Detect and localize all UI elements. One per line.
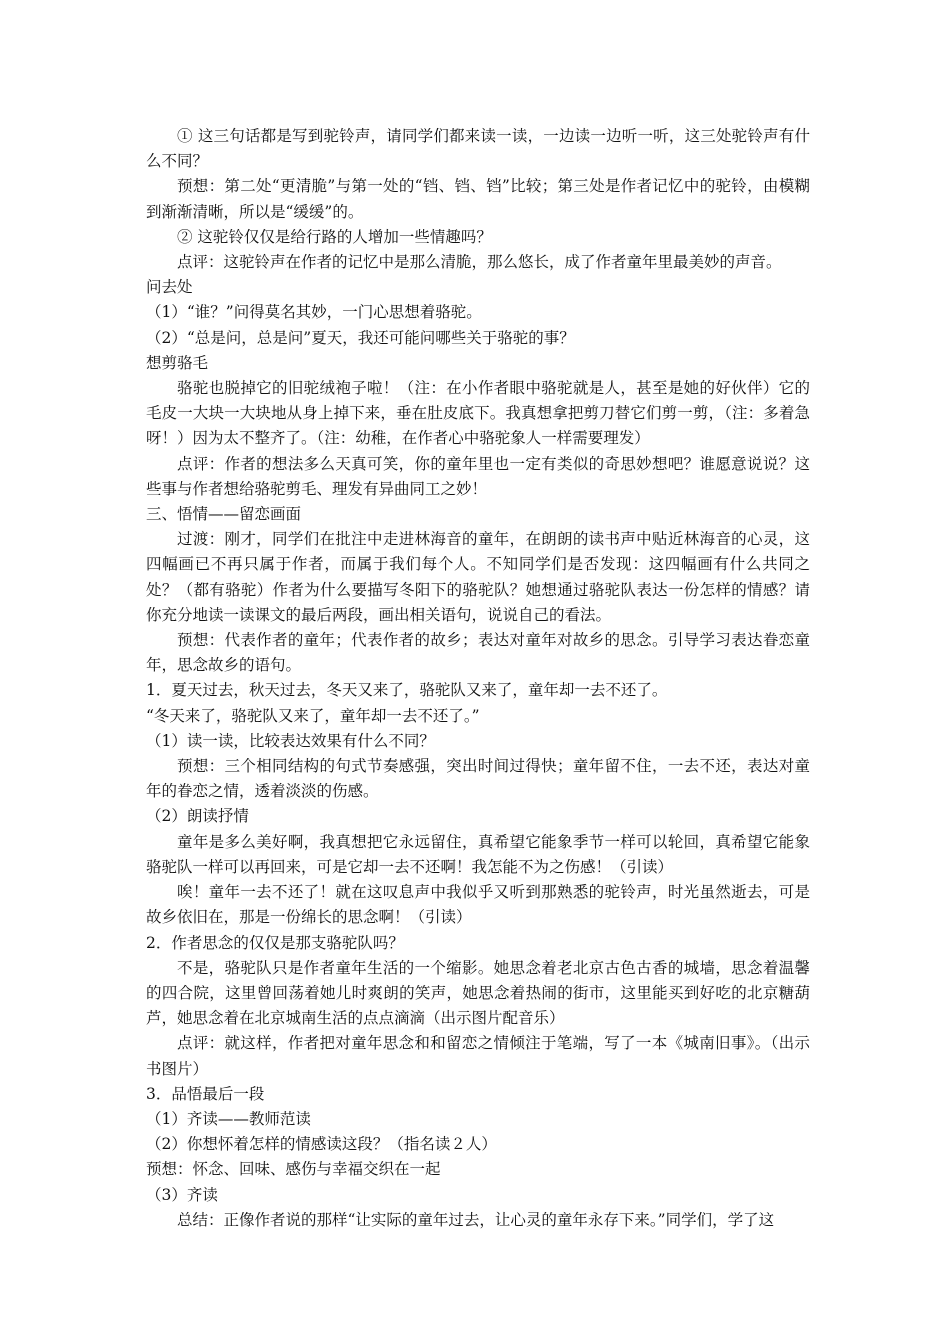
paragraph: 唉！童年一去不还了！就在这叹息声中我似乎又听到那熟悉的驼铃声，时光虽然逝去，可是故乡依旧在，那是一份绵长的思念啊！（引读） — [146, 883, 810, 927]
list-item: 1．夏天过去，秋天过去，冬天又来了，骆驼队又来了，童年却一去不还了。 — [146, 681, 668, 700]
list-item: （2）“总是问，总是问”夏天，我还可能问哪些关于骆驼的事？ — [146, 328, 575, 347]
list-item: （3）齐读 — [146, 1185, 218, 1204]
section-heading: 问去处 — [146, 278, 193, 297]
list-item: 2．作者思念的仅仅是那支骆驼队吗？ — [146, 933, 404, 952]
paragraph: ② 这驼铃仅仅是给行路的人增加一些情趣吗？ — [177, 227, 492, 246]
paragraph: 过渡：刚才，同学们在批注中走进林海音的童年，在朗朗的读书声中贴近林海音的心灵，这四幅画已不再只属于作者，而属于我们每个人。不知同学们是否发现：这四幅画有什么共同之处？（都有骆驼）作者为什么要描写冬阳下的骆驼队？她想通过骆驼队表达一份怎样的情感？请你充分地读一读课文的最后两段，画出相关语句，说说自己的看法。 — [146, 530, 810, 624]
document-page — [146, 124, 810, 1233]
quote-line: “冬天来了，骆驼队又来了，童年却一去不还了。” — [146, 706, 480, 725]
list-item: （2）朗读抒情 — [146, 807, 249, 826]
list-item: （1）“谁？”问得莫名其妙，一门心思想着骆驼。 — [146, 303, 482, 322]
paragraph: 点评：就这样，作者把对童年思念和和留恋之情倾注于笔端，写了一本《城南旧事》。（出示书图片） — [146, 1034, 810, 1078]
paragraph: 童年是多么美好啊，我真想把它永远留住，真希望它能象季节一样可以轮回，真希望它能象骆驼队一样可以再回来，可是它却一去不还啊！我怎能不为之伤感！（引读） — [146, 832, 810, 876]
list-item: 3．品悟最后一段 — [146, 1084, 265, 1103]
paragraph: 骆驼也脱掉它的旧驼绒袍子啦！（注：在小作者眼中骆驼就是人，甚至是她的好伙伴）它的毛皮一大块一大块地从身上掉下来，垂在肚皮底下。我真想拿把剪刀替它们剪一剪，（注：多着急呀！）因为太不整齐了。（注：幼稚，在作者心中骆驼象人一样需要理发） — [146, 379, 810, 448]
paragraph: 点评：作者的想法多么天真可笑，你的童年里也一定有类似的奇思妙想吧？谁愿意说说？这些事与作者想给骆驼剪毛、理发有异曲同工之妙！ — [146, 454, 810, 498]
paragraph: 预想：三个相同结构的句式节奏感强，突出时间过得快；童年留不住，一去不还，表达对童年的眷恋之情，透着淡淡的伤感。 — [146, 757, 810, 801]
paragraph: 不是，骆驼队只是作者童年生活的一个缩影。她思念着老北京古色古香的城墙，思念着温馨的四合院，这里曾回荡着她儿时爽朗的笑声，她思念着热闹的街市，这里能买到好吃的北京糖葫芦，她思念着在北京城南生活的点点滴滴（出示图片配音乐） — [146, 958, 810, 1028]
section-heading: 三、悟情——留恋画面 — [146, 505, 302, 524]
paragraph: 点评：这驼铃声在作者的记忆中是那么清脆，那么悠长，成了作者童年里最美妙的声音。 — [177, 253, 782, 272]
paragraph: ① 这三句话都是写到驼铃声，请同学们都来读一读，一边读一边听一听，这三处驼铃声有什么不同？ — [146, 127, 810, 171]
paragraph: 预想：第二处“更清脆”与第一处的“铛、铛、铛”比较；第三处是作者记忆中的驼铃，由模糊到渐渐清晰，所以是“缓缓”的。 — [146, 177, 810, 221]
list-item: （2）你想怀着怎样的情感读这段？（指名读２人） — [146, 1135, 497, 1154]
section-heading: 想剪骆毛 — [146, 353, 209, 372]
paragraph: 预想：代表作者的童年；代表作者的故乡；表达对童年对故乡的思念。引导学习表达眷恋童年，思念故乡的语句。 — [146, 631, 810, 675]
list-item: 预想：怀念、回味、感伤与幸福交织在一起 — [146, 1160, 441, 1179]
list-item: （1）齐读——教师范读 — [146, 1109, 311, 1128]
list-item: （1）读一读，比较表达效果有什么不同？ — [146, 731, 435, 750]
paragraph: 总结：正像作者说的那样“让实际的童年过去，让心灵的童年永存下来。”同学们，学了这 — [177, 1210, 775, 1229]
